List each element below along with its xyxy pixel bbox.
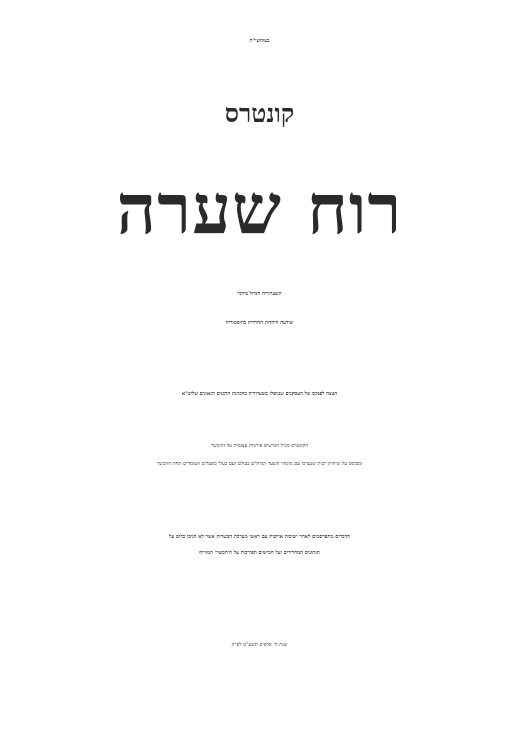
proposal-line: הצצה לפנקס של העסקנים שטיפלו בשערוריה בהכוונת הרבנים הגאונים שליט"א bbox=[181, 391, 338, 397]
subtitle-line-2: שידעה היהדות החרדית בהיסטוריה bbox=[225, 320, 294, 326]
main-title: רוח שערה bbox=[116, 169, 403, 250]
contains-line: הקונטרס מכיל חמישים פירכות עצומות על ההכשר bbox=[210, 443, 309, 449]
based-line: ומבוסס על שיחות רבות שנערכו עם מומחי השער הגדולים בעולם ועם בעלי מפעלים העומדים תחת ההכשר bbox=[156, 461, 363, 467]
header-bsd: בעזהשי"ת bbox=[249, 38, 270, 44]
publish-line-2: הנתונים המחרידים ועל חמישים הפירכות על ה'הכשר' המזוייף bbox=[199, 550, 320, 556]
publish-line-1: הדברים מתפרסמים לאחר ישיבות ארוכות עם ראשי מערכת הכשרות אשר לא הגיבו כלום על bbox=[169, 534, 350, 540]
kuntres-label: קונטרס bbox=[224, 99, 295, 128]
year-line: שנת ה' אלפים תשע"ט לפ"ק bbox=[231, 642, 288, 648]
subtitle-line-1: השערוריה הגדול ביותר bbox=[237, 291, 282, 297]
